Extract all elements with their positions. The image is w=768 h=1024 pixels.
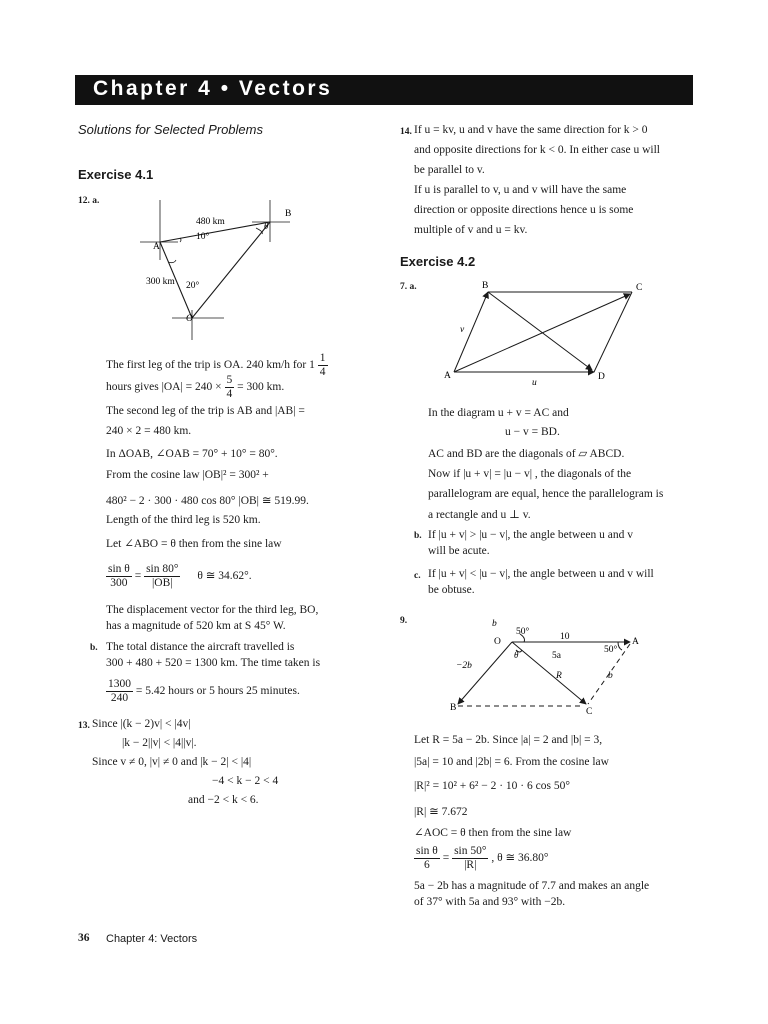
problem-9-label: 9. <box>400 616 408 626</box>
fraction-1300-240: $\frac{1300}{240}$ <box>108 678 131 704</box>
footer-chapter: Chapter 4: Vectors <box>106 933 198 945</box>
diagram9-label-b-vec: b <box>492 619 497 629</box>
problem-12-label: 12. a. <box>78 196 100 206</box>
ex9-theta-result: , θ ≅ 36.80° <box>491 852 549 865</box>
ex9-line-6: 5a − 2b has a magnitude of 7.7 and makes an angle <box>414 880 650 892</box>
ex7-line-4: Now if |u + v| = |u − v| , the diagonals of the <box>428 468 632 480</box>
ex7-line-3: AC and BD are the diagonals of ▱ ABCD. <box>428 448 625 460</box>
ex12-equals: = <box>134 570 142 583</box>
ex7-b-line-1: If |u + v| > |u − v|, the angle between u and v <box>428 529 633 541</box>
ex7-c-line-2: be obtuse. <box>428 584 475 596</box>
diagram12-dist-300: 300 km <box>146 277 175 287</box>
ex12-b-result: = 5.42 hours or 5 hours 25 minutes. <box>135 685 300 698</box>
ex14-line-5: direction or opposite directions hence u is some <box>414 204 634 216</box>
diagram12-angle-10: 10° <box>196 232 210 242</box>
diagram12-angle-20: 20° <box>186 281 200 291</box>
ex13-line-1: Since |(k − 2)v| < |4v| <box>92 718 191 730</box>
ex7-line-1: In the diagram u + v = AC and <box>428 407 569 419</box>
ex9-line-2: |5a| = 10 and |2b| = 6. From the cosine law <box>414 756 609 768</box>
diagram7-label-v: v <box>460 325 465 335</box>
ex13-line-5: and −2 < k < 6. <box>188 794 259 806</box>
ex14-line-1: If u = kv, u and v have the same direction for k > 0 <box>414 124 648 136</box>
diagram12-label-o: O <box>186 314 193 324</box>
diagram9-label-a: A <box>632 637 639 647</box>
diagram7-label-d: D <box>598 372 605 382</box>
problem-7-label: 7. a. <box>400 282 417 292</box>
ex12-line-5: In ΔOAB, ∠OAB = 70° + 10° = 80°. <box>106 448 278 460</box>
diagram9-angle-50-right: 50° <box>604 645 618 655</box>
diagram9-label-o: O <box>494 637 501 647</box>
ex12-line-7: 480² − 2 · 300 · 480 cos 80° |OB| ≅ 519.99. <box>106 495 309 507</box>
problem-14-label: 14. <box>400 127 412 137</box>
fraction-1-quarter: $\frac{1}{4}$ <box>319 352 326 378</box>
page-subtitle: Solutions for Selected Problems <box>78 122 263 137</box>
ex9-line-3: |R|² = 10² + 6² − 2 · 10 · 6 cos 50° <box>414 780 570 792</box>
diagram12-theta: θ <box>264 221 269 231</box>
diagram9-label-5a: 5a <box>552 651 561 661</box>
fraction-sin50-r: $\frac{\sin 50^\circ}{|R|}$ <box>454 845 487 871</box>
diagram-parallelogram-abcd <box>440 278 650 388</box>
diagram7-label-a: A <box>444 371 451 381</box>
ex12-b-line-3 <box>106 678 300 705</box>
ex12-line-11: has a magnitude of 520 km at S 45° W. <box>106 620 286 632</box>
diagram9-theta: θ <box>514 650 519 660</box>
ex7-part-b-label: b. <box>414 531 422 541</box>
section-heading-4-1: Exercise 4.1 <box>78 167 154 182</box>
chapter-title: Chapter 4 • Vectors <box>93 77 333 100</box>
fraction-sin80-ob: $\frac{\sin 80^\circ}{|OB|}$ <box>146 563 179 589</box>
diagram9-label-c: C <box>586 707 593 717</box>
diagram9-label-10: 10 <box>560 632 570 642</box>
ex12-line-2 <box>106 374 284 401</box>
ex7-b-line-2: will be acute. <box>428 545 490 557</box>
ex12-b-line-1: The total distance the aircraft travelled is <box>106 641 295 653</box>
section-heading-4-2: Exercise 4.2 <box>400 254 476 269</box>
diagram12-label-b: B <box>285 209 292 219</box>
diagram9-label-minus-2b: −2b <box>456 661 472 671</box>
ex12-line-4: 240 × 2 = 480 km. <box>106 425 192 437</box>
ex7-c-line-1: If |u + v| < |u − v|, the angle between u and v will <box>428 568 654 580</box>
ex12-line-8: Length of the third leg is 520 km. <box>106 514 261 526</box>
ex9-line-1: Let R = 5a − 2b. Since |a| = 2 and |b| = 3, <box>414 734 603 746</box>
ex14-line-3: be parallel to v. <box>414 164 485 176</box>
ex9-line-4: |R| ≅ 7.672 <box>414 806 468 818</box>
diagram9-label-r: R <box>556 671 562 681</box>
fraction-sin-theta-6: $\frac{\text{sin θ}}{6}$ <box>416 845 438 871</box>
ex7-line-5: parallelogram are equal, hence the parallelogram is <box>428 488 664 500</box>
ex14-line-4: If u is parallel to v, u and v will have the same <box>414 184 627 196</box>
ex12-theta-result: θ ≅ 34.62°. <box>197 570 252 583</box>
ex12-line-9: Let ∠ABO = θ then from the sine law <box>106 538 282 550</box>
diagram-vector-sum <box>450 614 650 718</box>
ex13-line-4: −4 < k − 2 < 4 <box>212 775 279 787</box>
diagram9-label-b-side: b <box>608 671 613 681</box>
ex12-line-10: The displacement vector for the third leg, BO, <box>106 604 319 616</box>
diagram12-dist-480: 480 km <box>196 217 225 227</box>
ex12-line-2-result: = 300 km. <box>237 381 285 394</box>
fraction-sin-theta-300: $\frac{\text{sin θ}}{300}$ <box>108 563 130 589</box>
ex12-b-line-2: 300 + 480 + 520 = 1300 km. The time taken is <box>106 657 321 669</box>
diagram7-label-b: B <box>482 281 489 291</box>
diagram9-label-b-point: B <box>450 703 457 713</box>
ex12-line-6: From the cosine law |OB|² = 300² + <box>106 469 269 481</box>
ex7-line-2: u − v = BD. <box>505 426 560 438</box>
chapter-header-bar <box>75 75 693 105</box>
ex9-line-7: of 37° with 5a and 93° with −2b. <box>414 896 566 908</box>
ex9-sine-law <box>414 845 548 872</box>
problem-13-label: 13. <box>78 721 90 731</box>
diagram9-angle-50-top: 50° <box>516 627 530 637</box>
ex9-equals: = <box>442 852 450 865</box>
ex12-sine-law <box>106 563 252 590</box>
ex12-line-2-text: hours gives |OA| = 240 × <box>106 381 222 394</box>
fraction-5-quarters: $\frac{5}{4}$ <box>226 374 233 400</box>
diagram12-label-a: A <box>153 242 160 252</box>
ex14-line-2: and opposite directions for k < 0. In either case u will <box>414 144 661 156</box>
ex13-line-2: |k − 2||v| < |4||v|. <box>122 737 197 749</box>
diagram7-label-c: C <box>636 283 643 293</box>
ex12-line-1-text: The first leg of the trip is OA. 240 km/h for 1 <box>106 359 315 372</box>
ex13-line-3: Since v ≠ 0, |v| ≠ 0 and |k − 2| < |4| <box>92 756 252 768</box>
ex7-part-c-label: c. <box>414 571 421 581</box>
ex9-line-5: ∠AOC = θ then from the sine law <box>414 827 572 839</box>
diagram7-label-u: u <box>532 378 537 388</box>
ex14-line-6: multiple of v and u = kv. <box>414 224 528 236</box>
page-number: 36 <box>78 932 90 944</box>
ex7-line-6: a rectangle and u ⊥ v. <box>428 509 531 521</box>
ex12-line-3: The second leg of the trip is AB and |AB| = <box>106 405 305 417</box>
ex12-part-b-label: b. <box>90 643 98 653</box>
diagram-triangle-oab <box>140 200 300 340</box>
